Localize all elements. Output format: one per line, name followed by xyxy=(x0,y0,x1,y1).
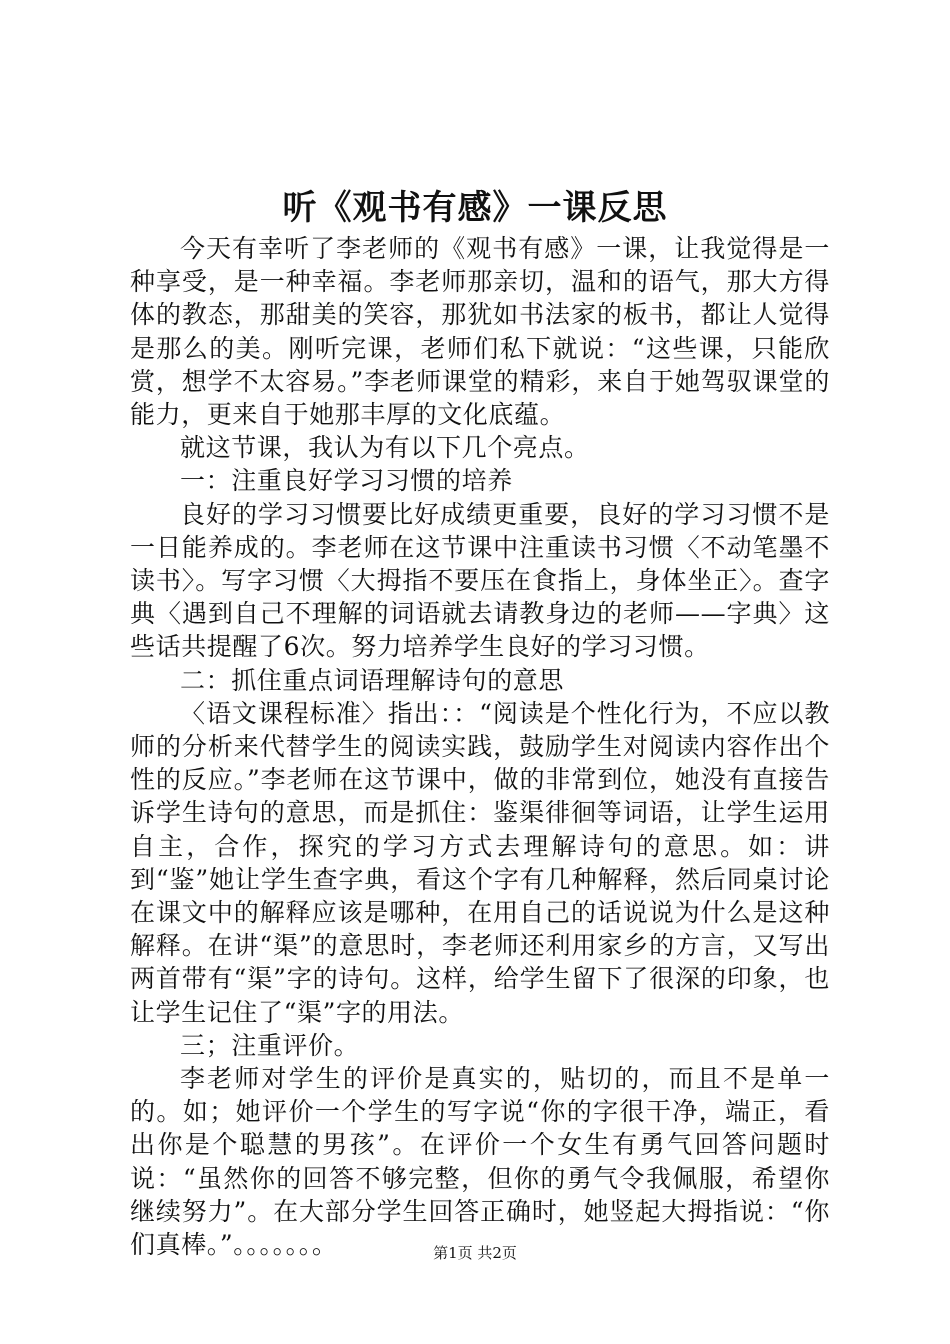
paragraph-section-1: 良好的学习习惯要比好成绩更重要，良好的学习习惯不是一日能养成的。李老师在这节课中注重读书习惯〈不动笔墨不读书〉。写字习惯〈大拇指不要压在食指上，身体坐正〉。查字典〈遇到自己不理解的词语就去请教身边的老师——字典〉这些话共提醒了6次。努力培养学生良好的学习习惯。 xyxy=(130,499,830,662)
section-heading-1: 一：注重良好学习习惯的培养 xyxy=(180,466,513,496)
section-heading-2: 二：抓住重点词语理解诗句的意思 xyxy=(180,665,565,695)
paragraph-intro: 今天有幸听了李老师的《观书有感》一课，让我觉得是一种享受，是一种幸福。李老师那亲切，温和的语气，那大方得体的教态，那甜美的笑容，那犹如书法家的板书，都让人觉得是那么的美。刚听完课，老师们私下就说：“这些课，只能欣赏，想学不太容易。”李老师课堂的精彩，来自于她驾驭课堂的能力，更来自于她那丰厚的文化底蕴。 xyxy=(130,234,830,430)
section-heading-3: 三；注重评价。 xyxy=(180,1030,360,1060)
page-number-footer: 第1页 共2页 xyxy=(433,1244,517,1262)
paragraph-section-2: 〈语文课程标准〉指出：：“阅读是个性化行为，不应以教师的分析来代替学生的阅读实践，鼓励学生对阅读内容作出个性的反应。”李老师在这节课中，做的非常到位，她没有直接告诉学生诗句的意思，而是抓住：鉴渠徘徊等词语，让学生运用自主，合作，探究的学习方式去理解诗句的意思。如：讲到“鉴”她让学生查字典，看这个字有几种解释，然后同桌讨论在课文中的解释应该是哪种，在用自己的话说说为什么是这种解释。在讲“渠”的意思时，李老师还利用家乡的方言，又写出两首带有“渠”字的诗句。这样，给学生留下了很深的印象，也让学生记住了“渠”字的用法。 xyxy=(130,698,830,1027)
paragraph-highlights-intro: 就这节课，我认为有以下几个亮点。 xyxy=(180,433,590,463)
document-title: 听《观书有感》一课反思 xyxy=(282,188,668,228)
paragraph-section-3: 李老师对学生的评价是真实的，贴切的，而且不是单一的。如；她评价一个学生的写字说“你的字很干净，端正，看出你是个聪慧的男孩”。在评价一个女生有勇气回答问题时说：“虽然你的回答不够完整，但你的勇气令我佩服，希望你继续努力”。在大部分学生回答正确时，她竖起大拇指说：“你们真棒。”。。。。。。。 xyxy=(130,1064,830,1260)
document-body xyxy=(130,232,830,1261)
